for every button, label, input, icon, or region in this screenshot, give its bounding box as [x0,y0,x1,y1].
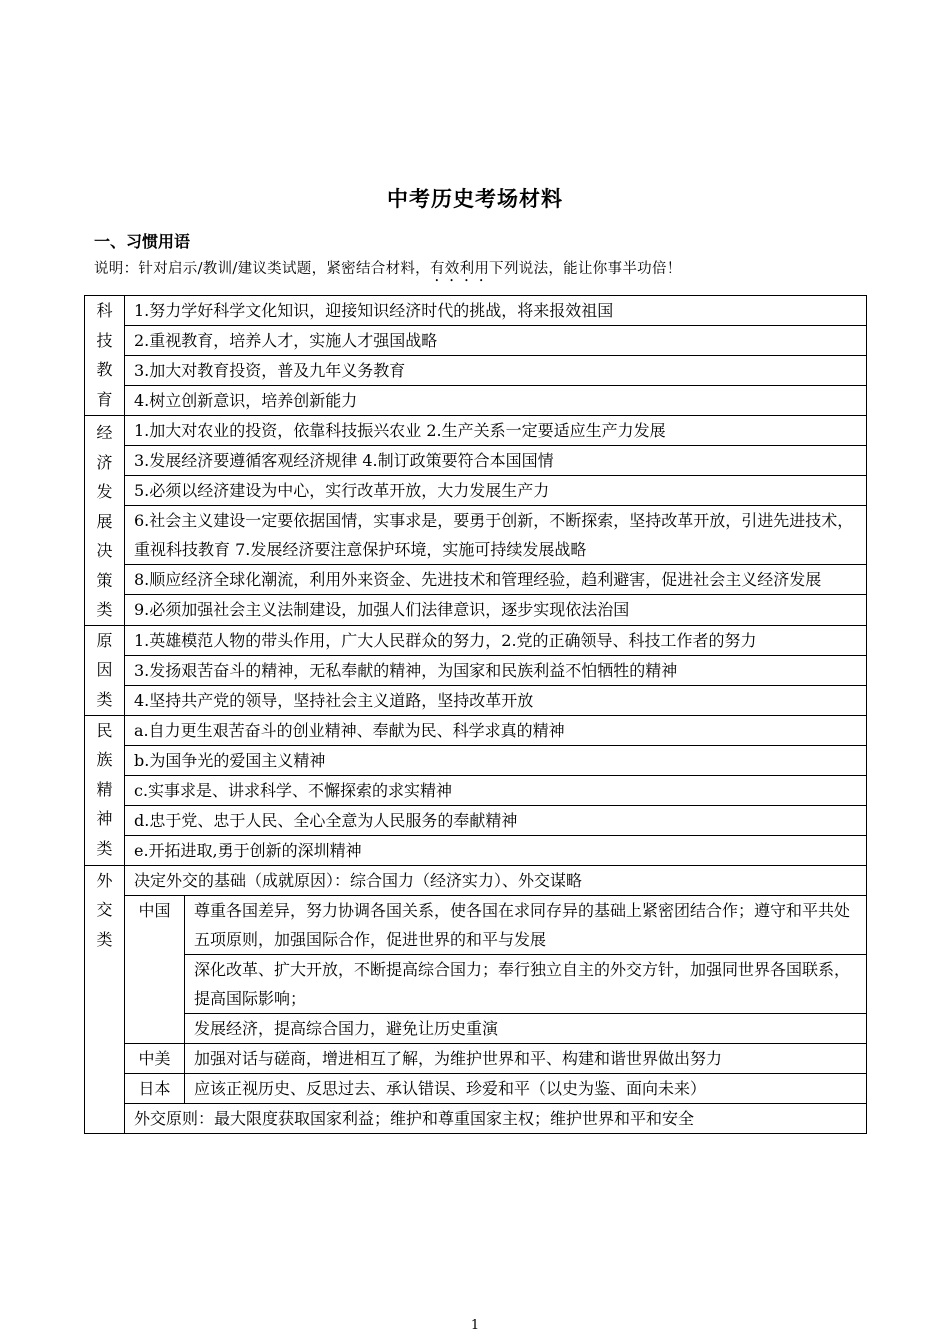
table-row [85,386,867,416]
page-title: 中考历史考场材料 [387,187,563,211]
category-diplomacy: 外 交 类 [85,865,125,1133]
table-row [85,954,867,1013]
table-cell: e.开拓进取,勇于创新的深圳精神 [125,835,867,865]
table-cell: 发展经济，提高综合国力，避免让历史重演 [185,1013,867,1043]
table-row [85,506,867,565]
table-cell: 3.发扬艰苦奋斗的精神，无私奉献的精神，为国家和民族利益不怕牺牲的精神 [125,655,867,685]
table-cell: 2.重视教育，培养人才，实施人才强国战略 [125,326,867,356]
table-cell: 4.坚持共产党的领导，坚持社会主义道路，坚持改革开放 [125,685,867,715]
table-cell: 深化改革、扩大开放，不断提高综合国力；奉行独立自主的外交方针，加强同世界各国联系，提高国际影响； [185,954,867,1013]
table-cell: 6.社会主义建设一定要依据国情，实事求是，要勇于创新，不断探索，坚持改革开放，引进先进技术，重视科技教育 7.发展经济要注意保护环境，实施可持续发展战略 [125,506,867,565]
table-row [85,655,867,685]
category-economy: 经 济 发 展 决 策 类 [85,416,125,626]
note-emphasis: 有效利用 [429,261,490,277]
table-row [85,625,867,655]
table-row [85,865,867,895]
category-reason: 原 因 类 [85,625,125,715]
table-cell: 3.加大对教育投资，普及九年义务教育 [125,356,867,386]
table-cell: 4.树立创新意识，培养创新能力 [125,386,867,416]
table-row [85,685,867,715]
phrases-table [84,295,867,1134]
table-cell: 决定外交的基础（成就原因）：综合国力（经济实力）、外交谋略 [125,865,867,895]
table-row [85,1043,867,1073]
table-row [85,446,867,476]
table-cell: 应该正视历史、反思过去、承认错误、珍爱和平（以史为鉴、面向未来） [185,1073,867,1103]
table-cell: a.自力更生艰苦奋斗的创业精神、奉献为民、科学求真的精神 [125,715,867,745]
page-number: 1 [470,1318,480,1333]
table-row [85,835,867,865]
subcategory-china: 中国 [125,895,185,1043]
table-cell: 1.英雄模范人物的带头作用，广大人民群众的努力，2.党的正确领导、科技工作者的努力 [125,625,867,655]
category-national-spirit: 民 族 精 神 类 [85,715,125,865]
subcategory-japan: 日本 [125,1073,185,1103]
table-row [85,715,867,745]
table-row [85,296,867,326]
table-row [85,805,867,835]
table-row [85,595,867,625]
table-cell: 5.必须以经济建设为中心，实行改革开放，大力发展生产力 [125,476,867,506]
category-tech-education: 科 技 教 育 [85,296,125,416]
table-row [85,326,867,356]
table-row [85,745,867,775]
table-cell: 9.必须加强社会主义法制建设，加强人们法律意识，逐步实现依法治国 [125,595,867,625]
table-row [85,356,867,386]
table-cell: 外交原则：最大限度获取国家利益；维护和尊重国家主权；维护世界和平和安全 [125,1103,867,1133]
table-cell: 8.顺应经济全球化潮流，利用外来资金、先进技术和管理经验，趋利避害，促进社会主义经济发展 [125,565,867,595]
table-cell: b.为国争光的爱国主义精神 [125,745,867,775]
table-row [85,1073,867,1103]
note-text-after: 下列说法，能让你事半功倍！ [489,261,682,277]
note-text-before: 说明：针对启示/教训/建议类试题，紧密结合材料， [94,261,430,277]
table-cell: 1.努力学好科学文化知识，迎接知识经济时代的挑战，将来报效祖国 [125,296,867,326]
table-row [85,1103,867,1133]
table-row [85,565,867,595]
section-heading: 一、习惯用语 [94,232,191,251]
table-cell: 1.加大对农业的投资，依靠科技振兴农业 2.生产关系一定要适应生产力发展 [125,416,867,446]
instruction-note [94,257,894,285]
table-row [85,476,867,506]
table-cell: c.实事求是、讲求科学、不懈探索的求实精神 [125,775,867,805]
table-cell: 3.发展经济要遵循客观经济规律 4.制订政策要符合本国国情 [125,446,867,476]
table-cell: d.忠于党、忠于人民、全心全意为人民服务的奉献精神 [125,805,867,835]
table-row [85,1013,867,1043]
table-row [85,416,867,446]
subcategory-china-us: 中美 [125,1043,185,1073]
table-row [85,895,867,954]
table-cell: 尊重各国差异，努力协调各国关系，使各国在求同存异的基础上紧密团结合作；遵守和平共处五项原则，加强国际合作，促进世界的和平与发展 [185,895,867,954]
table-cell: 加强对话与磋商，增进相互了解，为维护世界和平、构建和谐世界做出努力 [185,1043,867,1073]
table-row [85,775,867,805]
